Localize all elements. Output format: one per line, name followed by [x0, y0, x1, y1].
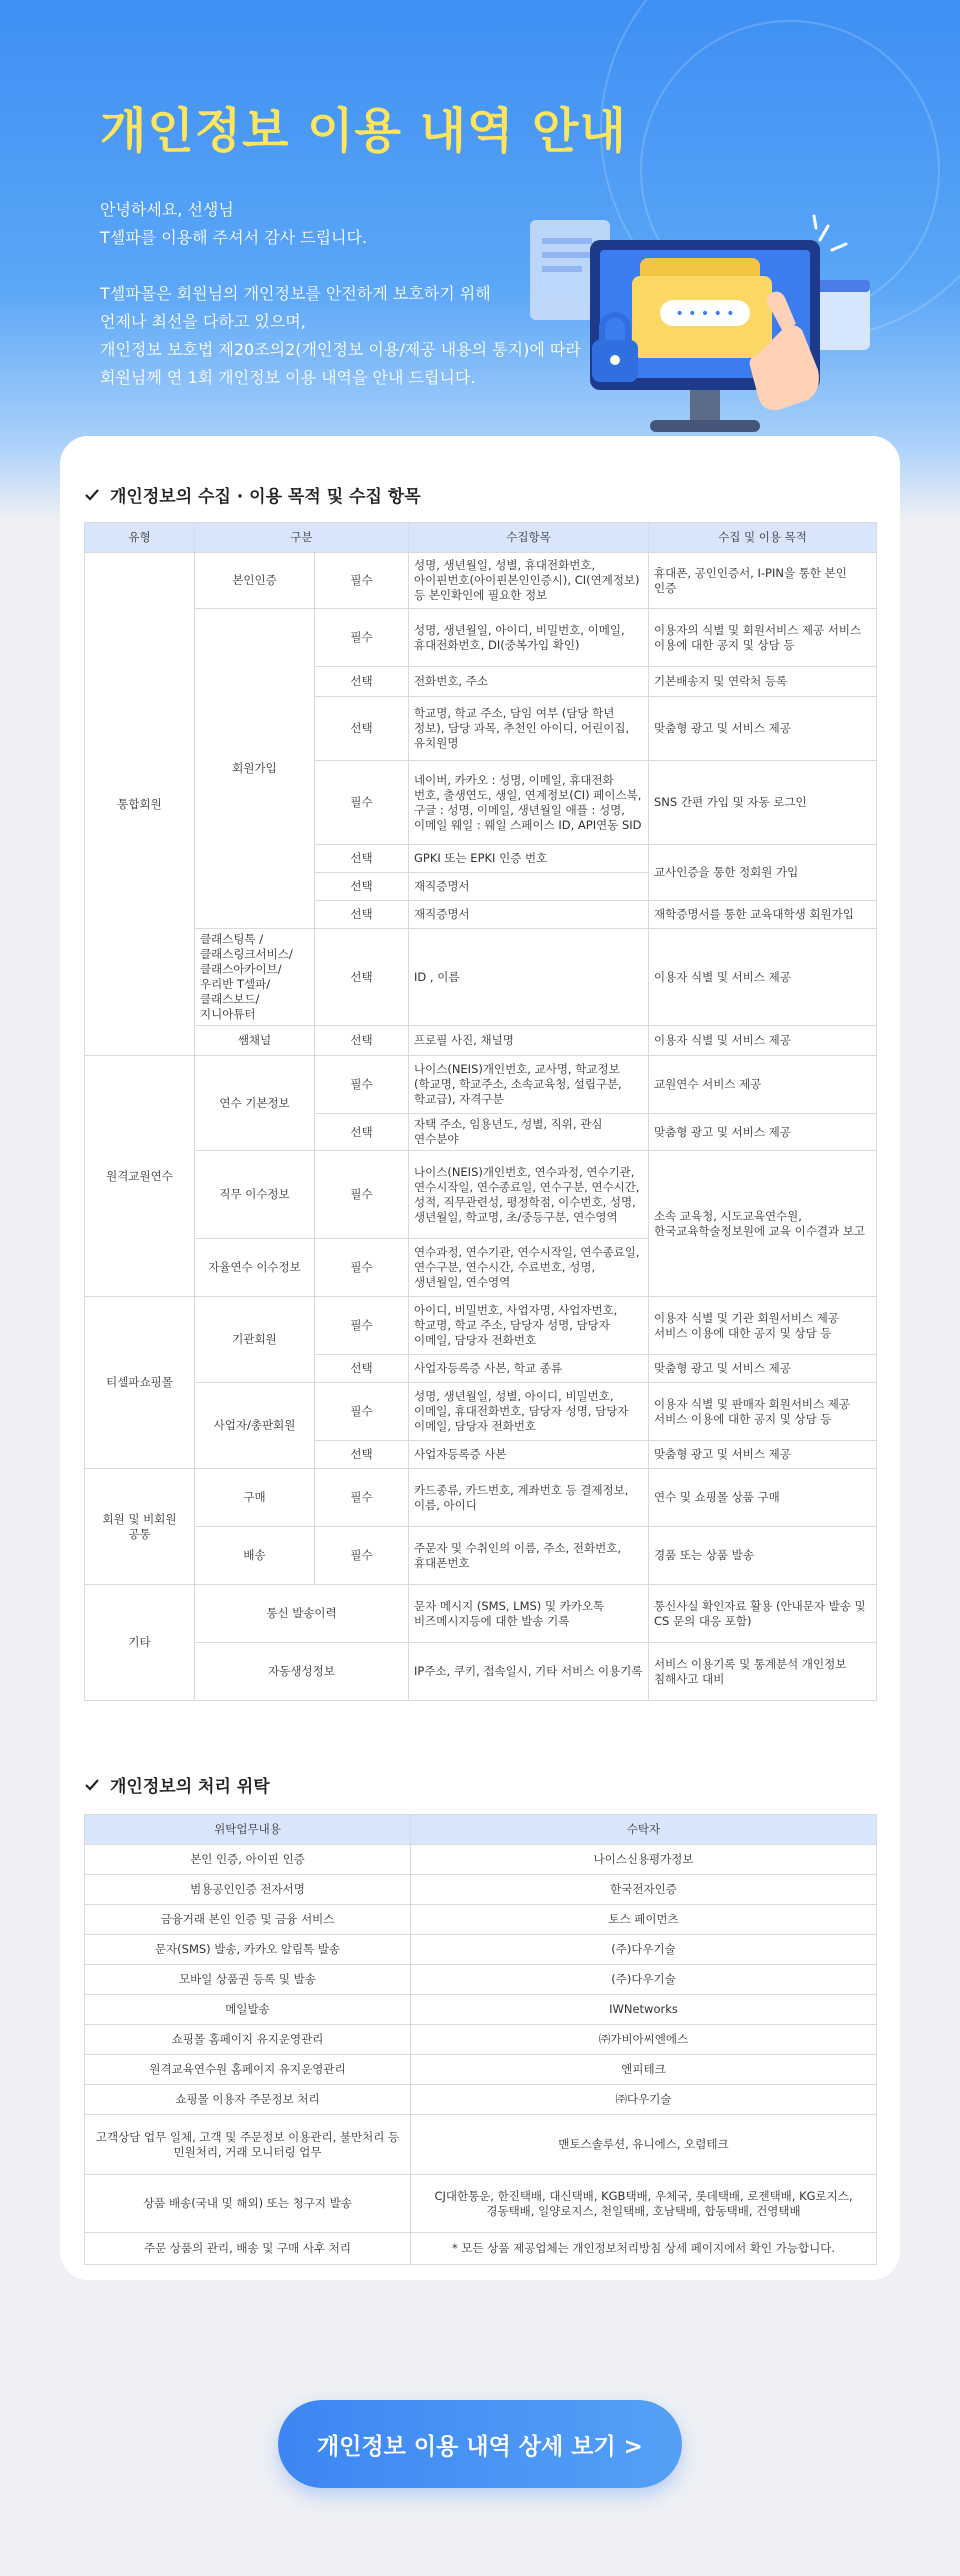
items-cell: 재직증명서 [409, 873, 649, 901]
column-header: 유형 [85, 523, 195, 553]
purpose-cell: SNS 간편 가입 및 자동 로그인 [649, 761, 877, 845]
required-cell: 선택 [315, 901, 409, 929]
table-row [85, 2115, 877, 2175]
view-details-button[interactable]: 개인정보 이용 내역 상세 보기 > [278, 2400, 682, 2488]
category-cell: 연수 기본정보 [195, 1056, 315, 1151]
body-line: T셀파몰은 회원님의 개인정보를 안전하게 보호하기 위해 [100, 284, 491, 303]
table-row [85, 1527, 877, 1585]
required-cell: 선택 [315, 667, 409, 697]
category-cell: 본인인증 [195, 553, 315, 609]
task-cell: 범용공인인증 전자서명 [85, 1875, 411, 1905]
required-cell: 필수 [315, 609, 409, 667]
required-cell: 필수 [315, 1527, 409, 1585]
items-cell: 나이스(NEIS)개인번호, 교사명, 학교정보 (학교명, 학교주소, 소속교육청, 설립구분, 학교급), 자격구분 [409, 1056, 649, 1114]
table-row [85, 1469, 877, 1527]
required-cell: 선택 [315, 697, 409, 761]
items-cell: 성명, 생년월일, 성별, 휴대전화번호, 아이핀번호(아이핀본인인증시), CI(연계정보) 등 본인확인에 필요한 정보 [409, 553, 649, 609]
items-cell: 네이버, 카카오 : 성명, 이메일, 휴대전화 번호, 출생연도, 생일, 연계정보(CI) 페이스북, 구글 : 성명, 이메일, 생년월일 애플 : 성명, 이메일 웨일 : 웨일 스페이스 ID, API연동 SID [409, 761, 649, 845]
purpose-cell: 맞춤형 광고 및 서비스 제공 [649, 697, 877, 761]
section-heading [84, 482, 421, 507]
items-cell: 성명, 생년월일, 성별, 아이디, 비밀번호, 이메일, 휴대전화번호, 담당자 성명, 담당자 이메일, 담당자 전화번호 [409, 1383, 649, 1441]
purpose-cell: 통신사실 확인자료 활용 (안내문자 발송 및 CS 문의 대응 포함) [649, 1585, 877, 1643]
category-cell: 통신 발송이력 [195, 1585, 409, 1643]
trustee-cell: (주)다우기술 [411, 1935, 877, 1965]
required-cell: 선택 [315, 1355, 409, 1383]
greeting: 안녕하세요, 선생님 [100, 200, 234, 219]
trustee-cell: (주)다우기술 [411, 1965, 877, 1995]
trustee-cell: CJ대한통운, 한진택배, 대신택배, KGB택배, 우체국, 롯데택배, 로젠택배, KG로지스, 경동택배, 일양로지스, 천일택배, 호남택배, 합동택배, 건영택배 [411, 2175, 877, 2233]
table-row [85, 1643, 877, 1701]
required-cell: 필수 [315, 1383, 409, 1441]
category-cell: 직무 이수정보 [195, 1151, 315, 1239]
category-cell: 배송 [195, 1527, 315, 1585]
category-cell: 클래스팅톡 / 클래스링크서비스/클래스아카이브/우리반 T셀파/클래스보드/ 지니아튜터 [195, 929, 315, 1026]
section-title: 개인정보의 수집 · 이용 목적 및 수집 항목 [110, 487, 421, 507]
table-row [85, 1056, 877, 1114]
trustee-cell: ㈜다우기술 [411, 2085, 877, 2115]
required-cell: 선택 [315, 929, 409, 1026]
task-cell: 모바일 상품권 등록 및 발송 [85, 1965, 411, 1995]
outsourcing-table [84, 1814, 877, 2265]
thanks-text: T셀파를 이용해 주셔서 감사 드립니다. [100, 228, 368, 247]
table-row [85, 1845, 877, 1875]
purpose-cell: 기본배송지 및 연락처 등록 [649, 667, 877, 697]
column-header: 구분 [195, 523, 409, 553]
column-header: 수탁자 [411, 1815, 877, 1845]
purpose-cell: 재학증명서를 통한 교육대학생 회원가입 [649, 901, 877, 929]
required-cell: 필수 [315, 553, 409, 609]
table-row [85, 553, 877, 609]
category-cell: 회원가입 [195, 609, 315, 929]
purpose-cell: 경품 또는 상품 발송 [649, 1527, 877, 1585]
items-cell: 카드종류, 카드번호, 계좌번호 등 결제정보, 이름, 아이디 [409, 1469, 649, 1527]
table-row [85, 1995, 877, 2025]
items-cell: 재직증명서 [409, 901, 649, 929]
items-cell: 나이스(NEIS)개인번호, 연수과정, 연수기관, 연수시작일, 연수종료일, 연수구분, 연수시간, 성적, 직무관련성, 평정학점, 이수번호, 성명, 생년월일, 학교명, 초/중등구분, 연수영역 [409, 1151, 649, 1239]
purpose-cell: 교사인증을 통한 정회원 가입 [649, 845, 877, 901]
table-row [85, 1026, 877, 1056]
purpose-cell: 이용자의 식별 및 회원서비스 제공 서비스 이용에 대한 공지 및 상담 등 [649, 609, 877, 667]
required-cell: 필수 [315, 1469, 409, 1527]
purpose-cell: 이용자 식별 및 서비스 제공 [649, 1026, 877, 1056]
items-cell: 아이디, 비밀번호, 사업자명, 사업자번호, 학교명, 학교 주소, 담당자 성명, 담당자 이메일, 담당자 전화번호 [409, 1297, 649, 1355]
items-cell: ID , 이름 [409, 929, 649, 1026]
table-row [85, 1383, 877, 1441]
table-row [85, 1151, 877, 1239]
trustee-cell: ㈜가비아씨엔에스 [411, 2025, 877, 2055]
items-cell: 자택 주소, 임용년도, 성별, 직위, 관심 연수분야 [409, 1114, 649, 1151]
type-cell: 기타 [85, 1585, 195, 1701]
trustee-cell: 엔피테크 [411, 2055, 877, 2085]
section-heading [84, 1772, 270, 1797]
category-cell: 자동생성정보 [195, 1643, 409, 1701]
page-title: 개인정보 이용 내역 안내 [100, 103, 627, 159]
table-row [85, 1875, 877, 1905]
intro-text [100, 196, 581, 392]
task-cell: 쇼핑몰 홈페이지 유지운영관리 [85, 2025, 411, 2055]
column-header: 수집항목 [409, 523, 649, 553]
task-cell: 메일발송 [85, 1995, 411, 2025]
column-header: 수집 및 이용 목적 [649, 523, 877, 553]
task-cell: 문자(SMS) 발송, 카카오 알림톡 발송 [85, 1935, 411, 1965]
items-cell: 성명, 생년월일, 아이디, 비밀번호, 이메일, 휴대전화번호, DI(중복가입 확인) [409, 609, 649, 667]
required-cell: 선택 [315, 1114, 409, 1151]
type-cell: 통합회원 [85, 553, 195, 1056]
items-cell: IP주소, 쿠키, 접속일시, 기타 서비스 이용기록 [409, 1643, 649, 1701]
trustee-cell: 맨토스솔루션, 유니에스, 오렴테크 [411, 2115, 877, 2175]
check-icon [84, 487, 100, 503]
trustee-cell: * 모든 상품 제공업체는 개인정보처리방침 상세 페이지에서 확인 가능합니다. [411, 2233, 877, 2265]
table-row [85, 929, 877, 1026]
category-cell: 구매 [195, 1469, 315, 1527]
items-cell: 프로필 사진, 채널명 [409, 1026, 649, 1056]
trustee-cell: 토스 페이먼츠 [411, 1905, 877, 1935]
trustee-cell: 한국전자인증 [411, 1875, 877, 1905]
purpose-cell: 맞춤형 광고 및 서비스 제공 [649, 1355, 877, 1383]
table-row [85, 2175, 877, 2233]
category-cell: 자율연수 이수정보 [195, 1239, 315, 1297]
purpose-cell: 이용자 식별 및 판매자 회원서비스 제공 서비스 이용에 대한 공지 및 상담 등 [649, 1383, 877, 1441]
purpose-cell: 연수 및 쇼핑몰 상품 구매 [649, 1469, 877, 1527]
purpose-cell: 서비스 이용기록 및 통계분석 개인정보 침해사고 대비 [649, 1643, 877, 1701]
table-row [85, 1935, 877, 1965]
check-icon [84, 1777, 100, 1793]
purpose-cell: 맞춤형 광고 및 서비스 제공 [649, 1441, 877, 1469]
trustee-cell: 나이스신용평가정보 [411, 1845, 877, 1875]
column-header: 위탁업무내용 [85, 1815, 411, 1845]
trustee-cell: IWNetworks [411, 1995, 877, 2025]
table-row [85, 1965, 877, 1995]
task-cell: 금융거래 본인 인증 및 금융 서비스 [85, 1905, 411, 1935]
task-cell: 원격교육연수원 홈페이지 유지운영관리 [85, 2055, 411, 2085]
table-row [85, 609, 877, 667]
purpose-cell: 이용자 식별 및 기관 회원서비스 제공 서비스 이용에 대한 공지 및 상담 등 [649, 1297, 877, 1355]
task-cell: 상품 배송(국내 및 해외) 또는 청구지 발송 [85, 2175, 411, 2233]
purpose-cell: 맞춤형 광고 및 서비스 제공 [649, 1114, 877, 1151]
items-cell: 연수과정, 연수기관, 연수시작일, 연수종료일, 연수구분, 연수시간, 수료번호, 성명, 생년월일, 연수영역 [409, 1239, 649, 1297]
task-cell: 주문 상품의 관리, 배송 및 구매 사후 처리 [85, 2233, 411, 2265]
type-cell: 티셀파쇼핑몰 [85, 1297, 195, 1469]
table-row [85, 1585, 877, 1643]
table-row [85, 2085, 877, 2115]
table-row [85, 2233, 877, 2265]
required-cell: 선택 [315, 873, 409, 901]
category-cell: 사업자/총판회원 [195, 1383, 315, 1469]
items-cell: 사업자등록증 사본 [409, 1441, 649, 1469]
purpose-cell: 휴대폰, 공인인증서, I-PIN을 통한 본인 인증 [649, 553, 877, 609]
table-header-row [85, 1815, 877, 1845]
required-cell: 필수 [315, 761, 409, 845]
required-cell: 선택 [315, 845, 409, 873]
password-dots: • • • • • [675, 306, 735, 322]
category-cell: 쌤채널 [195, 1026, 315, 1056]
purpose-cell: 이용자 식별 및 서비스 제공 [649, 929, 877, 1026]
body-line: 언제나 최선을 다하고 있으며, [100, 312, 306, 331]
body-line: 회원님께 연 1회 개인정보 이용 내역을 안내 드립니다. [100, 368, 476, 387]
body-line: 개인정보 보호법 제20조의2(개인정보 이용/제공 내용의 통지)에 따라 [100, 340, 581, 359]
items-cell: 주문자 및 수취인의 이름, 주소, 전화번호, 휴대폰번호 [409, 1527, 649, 1585]
items-cell: 전화번호, 주소 [409, 667, 649, 697]
table-row [85, 2025, 877, 2055]
purpose-cell: 소속 교육청, 시도교육연수원, 한국교육학술정보원에 교육 이수결과 보고 [649, 1151, 877, 1297]
required-cell: 필수 [315, 1056, 409, 1114]
items-cell: 사업자등록증 사본, 학교 종류 [409, 1355, 649, 1383]
section-title: 개인정보의 처리 위탁 [110, 1777, 270, 1797]
required-cell: 선택 [315, 1441, 409, 1469]
items-cell: GPKI 또는 EPKI 인증 번호 [409, 845, 649, 873]
task-cell: 고객상담 업무 일체, 고객 및 주문정보 이용관리, 불만처리 등 민원처리, 거래 모니터링 업무 [85, 2115, 411, 2175]
content-card [60, 436, 900, 2280]
collection-table [84, 522, 877, 1701]
required-cell: 선택 [315, 1026, 409, 1056]
table-row [85, 1905, 877, 1935]
category-cell: 기관회원 [195, 1297, 315, 1383]
required-cell: 필수 [315, 1151, 409, 1239]
purpose-cell: 교원연수 서비스 제공 [649, 1056, 877, 1114]
required-cell: 필수 [315, 1239, 409, 1297]
required-cell: 필수 [315, 1297, 409, 1355]
task-cell: 쇼핑몰 이용자 주문정보 처리 [85, 2085, 411, 2115]
task-cell: 본인 인증, 아이핀 인증 [85, 1845, 411, 1875]
table-header-row [85, 523, 877, 553]
items-cell: 문자 메시지 (SMS, LMS) 및 카카오톡 비즈메시지등에 대한 발송 기록 [409, 1585, 649, 1643]
type-cell: 회원 및 비회원 공통 [85, 1469, 195, 1585]
items-cell: 학교명, 학교 주소, 담임 여부 (담당 학년 정보), 담당 과목, 추천인 아이디, 어린이집, 유치원명 [409, 697, 649, 761]
table-row [85, 2055, 877, 2085]
type-cell: 원격교원연수 [85, 1056, 195, 1297]
table-row [85, 1297, 877, 1355]
security-illustration-icon [520, 180, 880, 460]
